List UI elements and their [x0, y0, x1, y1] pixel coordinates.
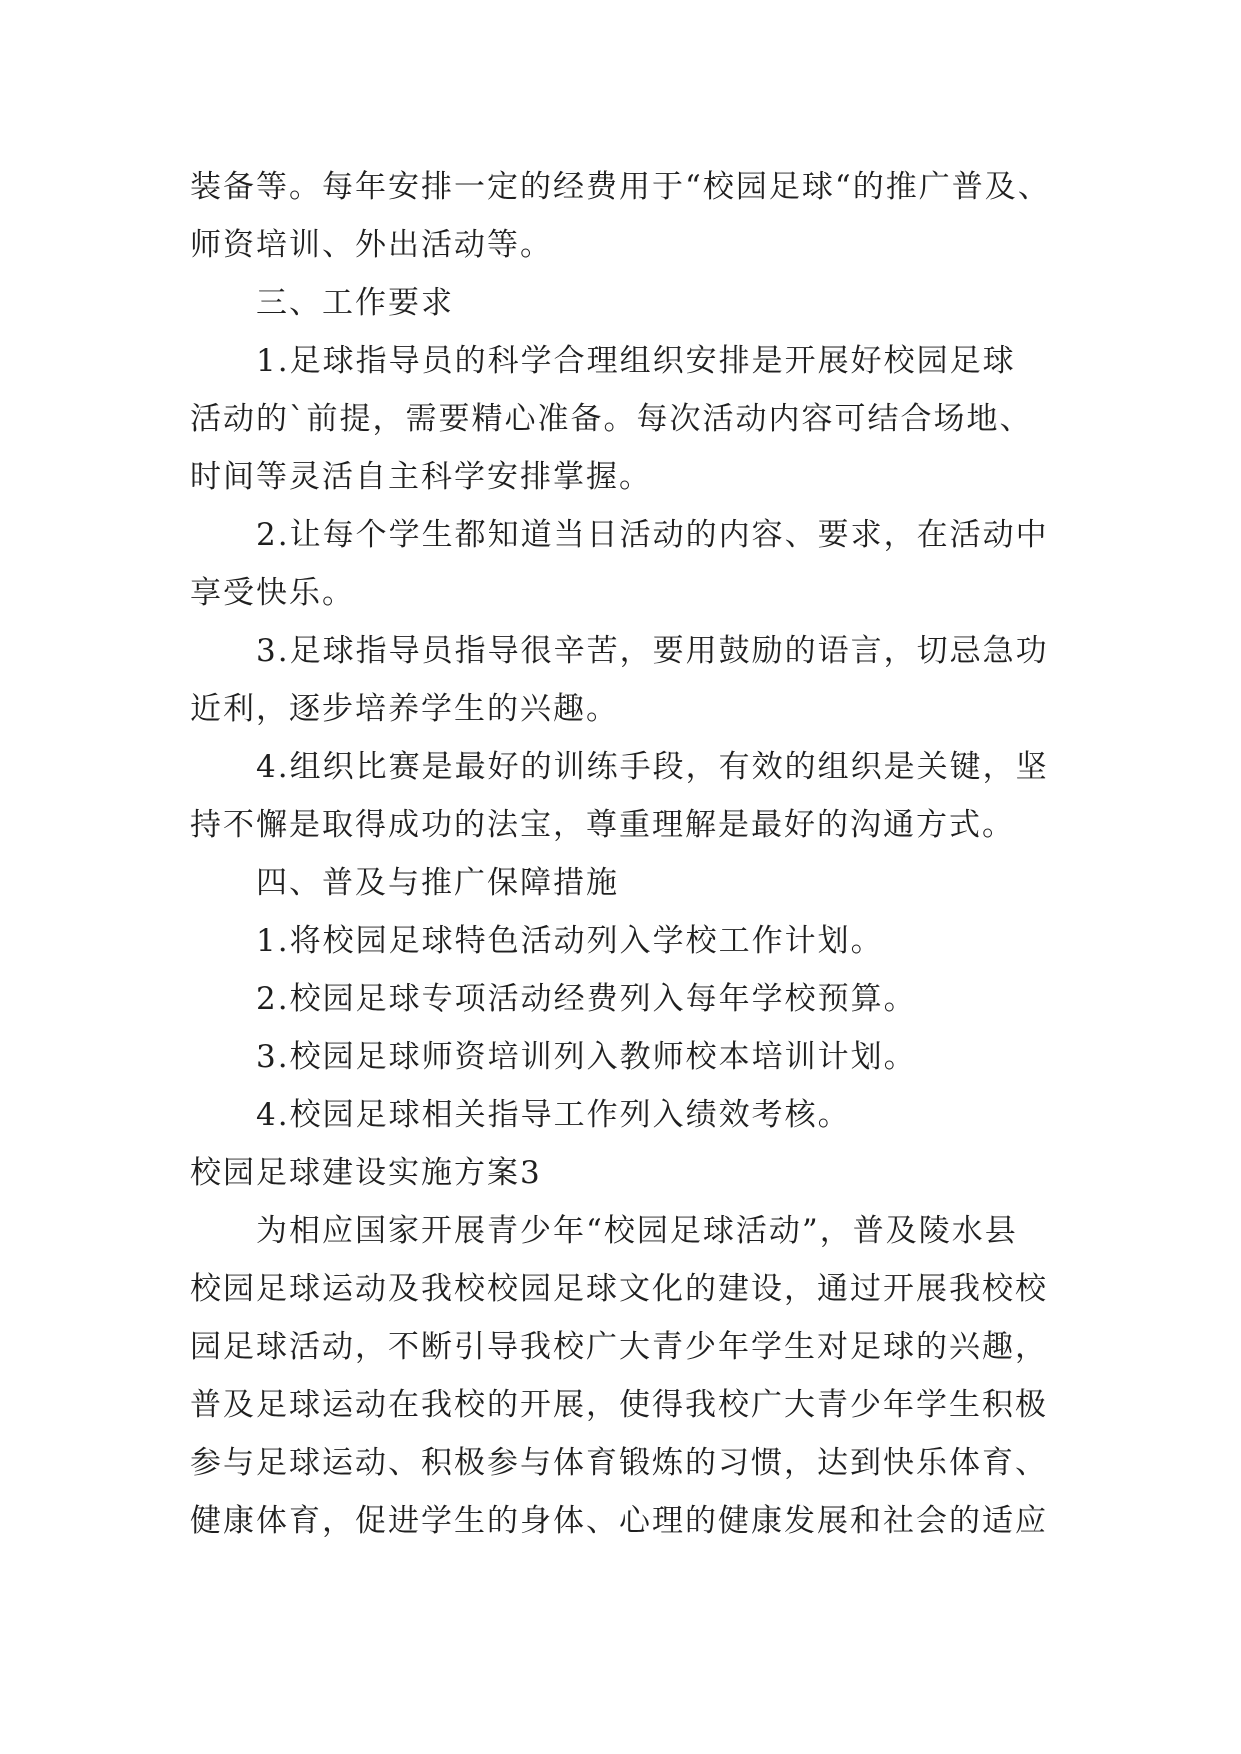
paragraph-line: 1.将校园足球特色活动列入学校工作计划。 — [256, 923, 884, 959]
paragraph-line: 3.校园足球师资培训列入教师校本培训计划。 — [256, 1039, 917, 1075]
document-body — [190, 158, 1050, 1550]
paragraph-line: 4.组织比赛是最好的训练手段，有效的组织是关键，坚 — [256, 749, 1049, 785]
paragraph-line: 师资培训、外出活动等。 — [190, 227, 553, 263]
document-subtitle: 校园足球建设实施方案3 — [190, 1155, 542, 1191]
paragraph-line: 享受快乐。 — [190, 575, 355, 611]
paragraph-line: 活动的`前提，需要精心准备。每次活动内容可结合场地、 — [190, 401, 1033, 437]
paragraph-line: 近利，逐步培养学生的兴趣。 — [190, 691, 619, 727]
paragraph-line: 时间等灵活自主科学安排掌握。 — [190, 459, 652, 495]
paragraph-line: 2.校园足球专项活动经费列入每年学校预算。 — [256, 981, 917, 1017]
paragraph-line: 装备等。每年安排一定的经费用于“校园足球“的推广普及、 — [190, 169, 1051, 205]
paragraph-line: 园足球活动，不断引导我校广大青少年学生对足球的兴趣， — [190, 1329, 1048, 1365]
paragraph-line: 4.校园足球相关指导工作列入绩效考核。 — [256, 1097, 851, 1133]
paragraph-line: 3.足球指导员指导很辛苦，要用鼓励的语言，切忌急功 — [256, 633, 1049, 669]
paragraph-line: 普及足球运动在我校的开展，使得我校广大青少年学生积极 — [190, 1387, 1048, 1423]
paragraph-line: 校园足球运动及我校校园足球文化的建设，通过开展我校校 — [190, 1271, 1048, 1307]
section-heading: 四、普及与推广保障措施 — [256, 865, 619, 901]
paragraph-line: 持不懈是取得成功的法宝，尊重理解是最好的沟通方式。 — [190, 807, 1015, 843]
paragraph-line: 为相应国家开展青少年“校园足球活动”，普及陵水县 — [256, 1213, 1018, 1249]
paragraph-line: 2.让每个学生都知道当日活动的内容、要求，在活动中 — [256, 517, 1049, 553]
paragraph-line: 参与足球运动、积极参与体育锻炼的习惯，达到快乐体育、 — [190, 1445, 1048, 1481]
section-heading: 三、工作要求 — [256, 285, 454, 321]
paragraph-line: 1.足球指导员的科学合理组织安排是开展好校园足球 — [256, 343, 1016, 379]
paragraph-line: 健康体育，促进学生的身体、心理的健康发展和社会的适应 — [190, 1503, 1048, 1539]
